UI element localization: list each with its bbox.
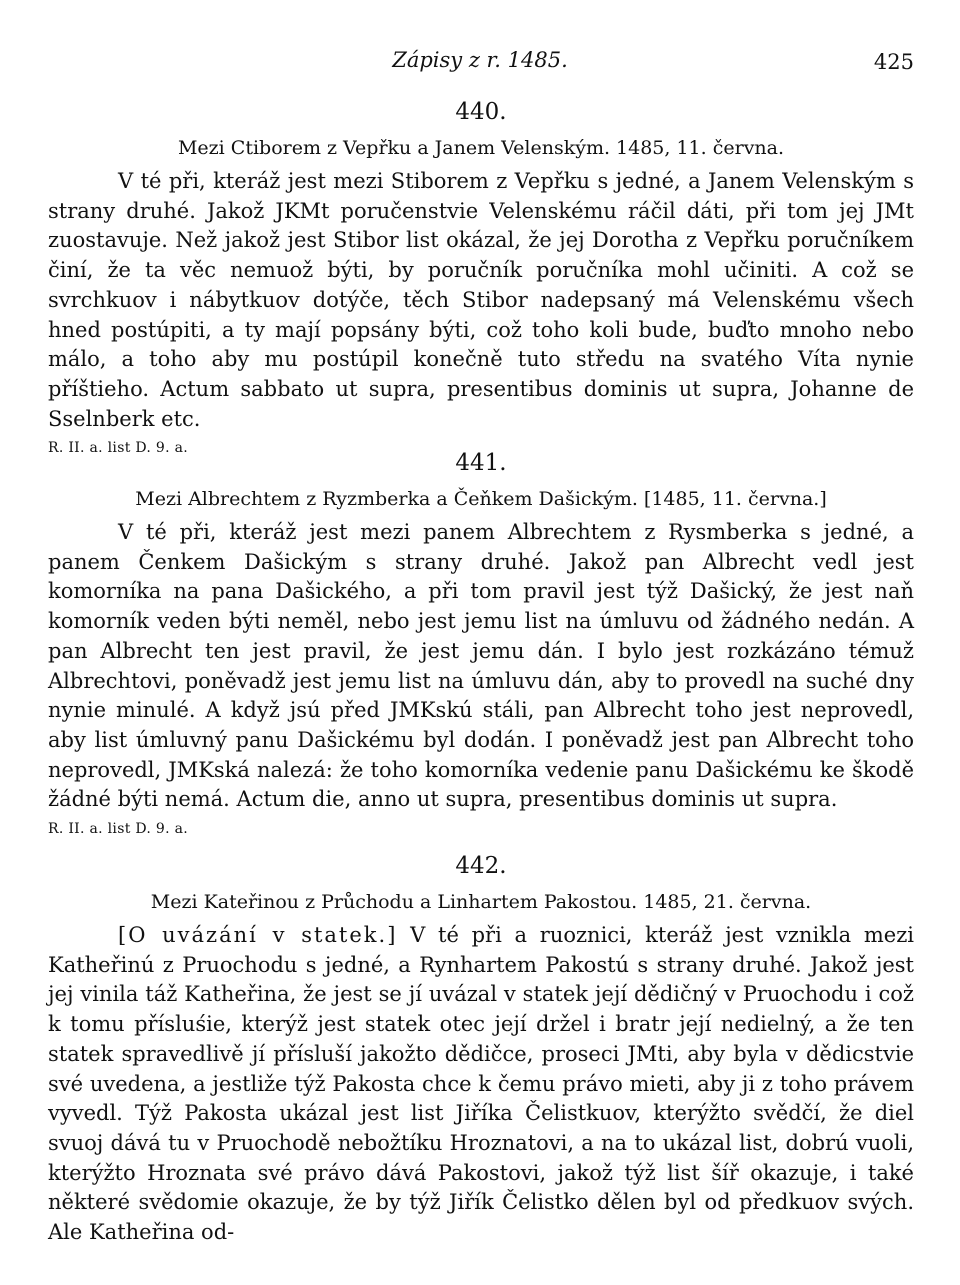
entry-441 — [48, 450, 914, 837]
entry-number: 442. — [455, 853, 507, 879]
page-header — [0, 48, 960, 88]
entry-heading: Mezi Kateřinou z Průchodu a Linhartem Pakostou. 1485, 21. června. — [150, 891, 812, 913]
entry-body — [48, 167, 914, 434]
entry-number: 440. — [455, 99, 507, 125]
entry-442 — [48, 853, 914, 1248]
page-number: 425 — [873, 50, 914, 74]
entry-heading: Mezi Albrechtem z Ryzmberka a Čeňkem Dašickým. [1485, 11. června.] — [135, 488, 827, 510]
entry-440 — [48, 99, 914, 456]
source-note: R. II. a. list D. 9. a. — [48, 440, 188, 457]
entry-body — [48, 921, 914, 1248]
entry-text: V té při a ruoznici, kteráž jest vznikla mezi Katheřinú z Pruochodu s jedné, a Rynhartem Pakostú s strany druhé. Jakož jest jej vinila táž Katheřina, že jest se jí uvázal v statek její dědičný v Pruochodu i což k tomu přísluśie, kterýž jest statek otec její držel i bratr její nedielný, a že ten statek spravedlivě jí přísluší jakožto dědičce, proseci JMti, aby byla v dědicstvie své uvedena, a jestliže týž Pakosta chce k čemu právo mieti, aby ji z toho právem vyvedl. Týž Pakosta ukázal jest list Jiříka Čelistkuov, kterýžto svědčí, že diel svuoj dává tu v Pruochodě nebožtíku Hroznatovi, a na to ukázal list, dobrú vuoli, kterýžto Hroznata své právo dává Pakostovi, jakož týž list šíř okazuje, i také některé svědomie okazuje, že by týž Jiřík Čelistko dělen byl od předkuov svých. Ale Katheřina od- — [48, 923, 914, 1245]
entry-paragraph — [48, 921, 914, 1248]
entry-lead: [O uvázání v statek.] — [118, 923, 398, 947]
running-title: Zápisy z r. 1485. — [392, 48, 568, 72]
entry-number: 441. — [455, 450, 507, 476]
entry-heading: Mezi Ctiborem z Vepřku a Janem Velenským. 1485, 11. června. — [177, 137, 785, 159]
entry-body — [48, 518, 914, 815]
entry-paragraph: V té při, kteráž jest mezi Stiborem z Vepřku s jedné, a Janem Velenským s strany druhé. Jakož JKMt poručenstvie Velenskému ráčil dáti, při tom jej JMt zuostavuje. Než jakož jest Stibor list okázal, že jej Dorotha z Vepřku poručníkem činí, že ta věc nemuož býti, by poručník poručníka mohl učiniti. A což se svrchkuov i nábytkuov dotýče, těch Stibor nadepsaný má Velenskému všech hned postúpiti, a ty mají popsány býti, což toho koli bude, buďto mnoho nebo málo, a toho aby mu postúpil konečně tuto středu na svatého Víta nynie příštieho. Actum sabbato ut supra, presentibus dominis ut supra, Johanne de Sselnberk etc. — [48, 169, 914, 431]
source-note: R. II. a. list D. 9. a. — [48, 821, 188, 838]
entry-paragraph: V té při, kteráž jest mezi panem Albrechtem z Rysmberka s jedné, a panem Čenkem Dašickým s strany druhé. Jakož pan Albrecht vedl jest komorníka na pana Dašického, a při tom pravil jest týž Dašický, že jest naň komorník veden býti neměl, nebo jest jemu list na úmluvu od žádného nedán. A pan Albrecht ten jest pravil, že jest jemu dán. I bylo jest rozkázáno témuž Albrechtovi, poněvadž jest jemu list na úmluvu dán, aby to provedl na suché dny nynie minulé. A když jsú před JMKskú stáli, pan Albrecht toho jest neprovedl, aby list úmluvný panu Dašickému byl dodán. I poněvadž jest pan Albrecht toho neprovedl, JMKská nalezá: že toho komorníka vedenie panu Dašickému ke škodě žádné býti nemá. Actum die, anno ut supra, presentibus dominis ut supra. — [48, 520, 914, 812]
